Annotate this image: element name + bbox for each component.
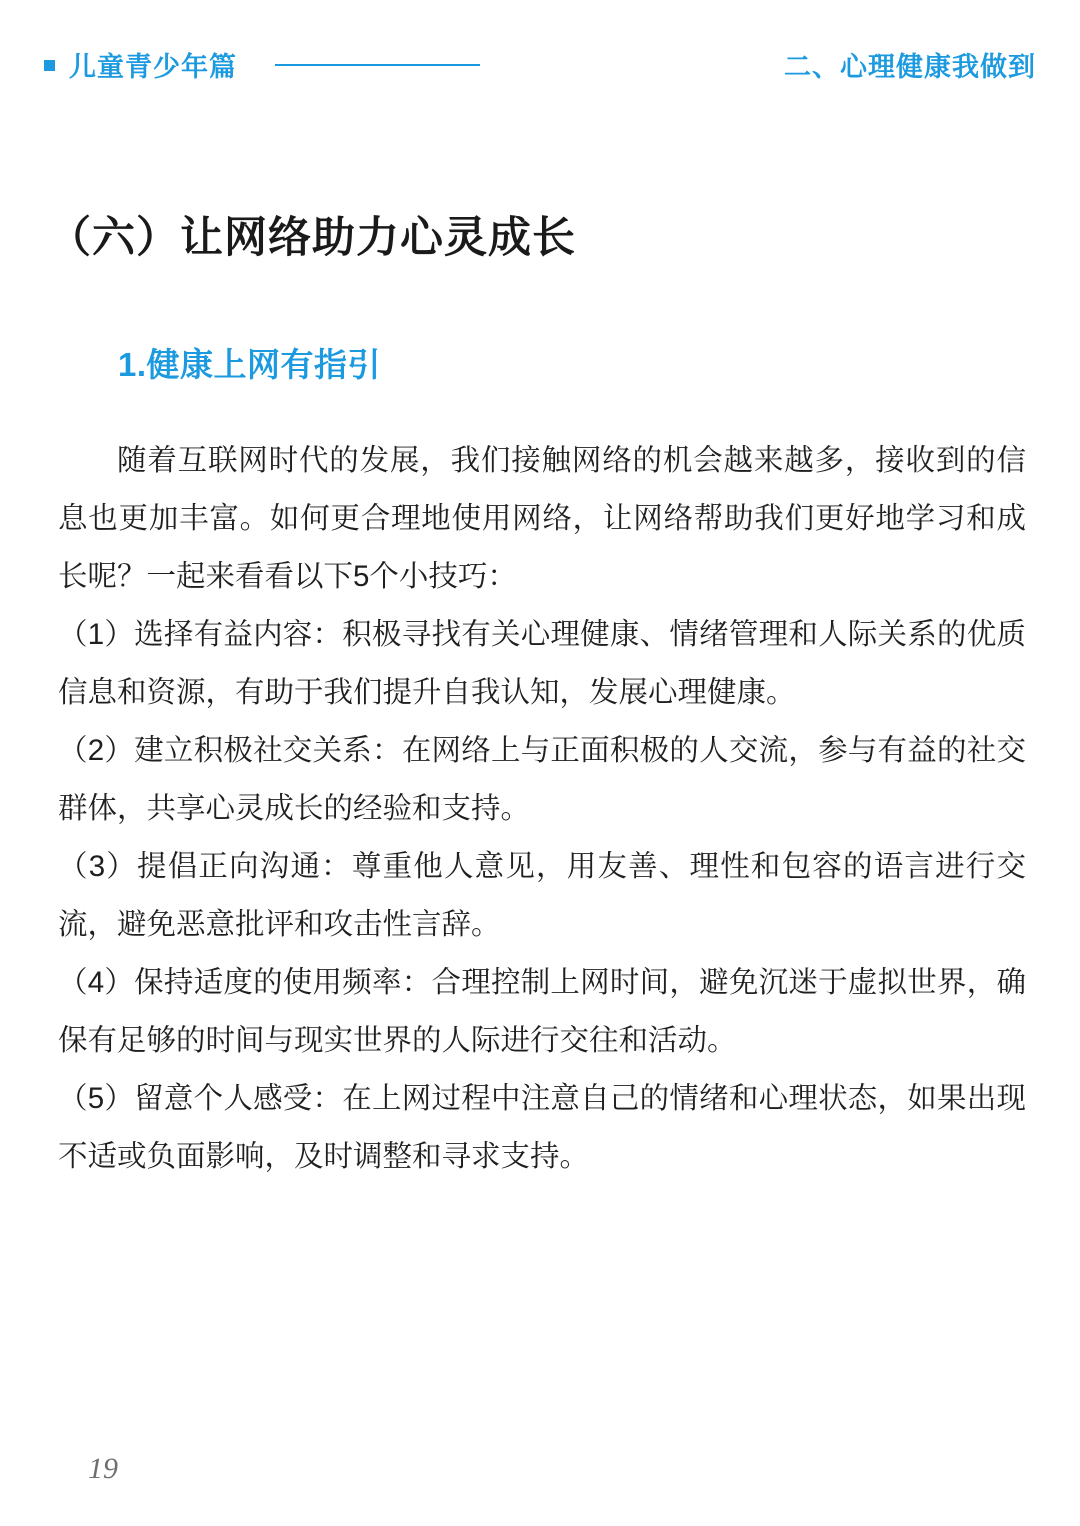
paragraph-item-1: （1）选择有益内容：积极寻找有关心理健康、情绪管理和人际关系的优质信息和资源，有助于我们提升自我认知，发展心理健康。 bbox=[58, 618, 1026, 709]
header-left-group bbox=[44, 45, 480, 84]
page-number: 19 bbox=[88, 1452, 118, 1485]
paragraph-item-2: （2）建立积极社交关系：在网络上与正面积极的人交流，参与有益的社交群体，共享心灵成长的经验和支持。 bbox=[58, 734, 1026, 825]
header-chapter-label: 儿童青少年篇 bbox=[69, 51, 237, 82]
header-section-label: 二、心理健康我做到 bbox=[784, 51, 1036, 82]
subsection-title: 1.健康上网有指引 bbox=[118, 346, 382, 384]
paragraph-item-4: （4）保持适度的使用频率：合理控制上网时间，避免沉迷于虚拟世界，确保有足够的时间与现实世界的人际进行交往和活动。 bbox=[58, 966, 1026, 1057]
paragraph-item-5: （5）留意个人感受：在上网过程中注意自己的情绪和心理状态，如果出现不适或负面影响，及时调整和寻求支持。 bbox=[58, 1082, 1026, 1173]
body-text bbox=[58, 432, 1026, 1186]
header-divider-line bbox=[275, 64, 480, 66]
page-title: （六）让网络助力心灵成长 bbox=[48, 213, 576, 262]
paragraph-intro: 随着互联网时代的发展，我们接触网络的机会越来越多，接收到的信息也更加丰富。如何更合理地使用网络，让网络帮助我们更好地学习和成长呢？一起来看看以下5个小技巧： bbox=[58, 444, 1026, 593]
square-bullet-icon bbox=[44, 60, 55, 71]
paragraph-item-3: （3）提倡正向沟通：尊重他人意见，用友善、理性和包容的语言进行交流，避免恶意批评和攻击性言辞。 bbox=[58, 850, 1026, 941]
page-header bbox=[44, 42, 1036, 86]
